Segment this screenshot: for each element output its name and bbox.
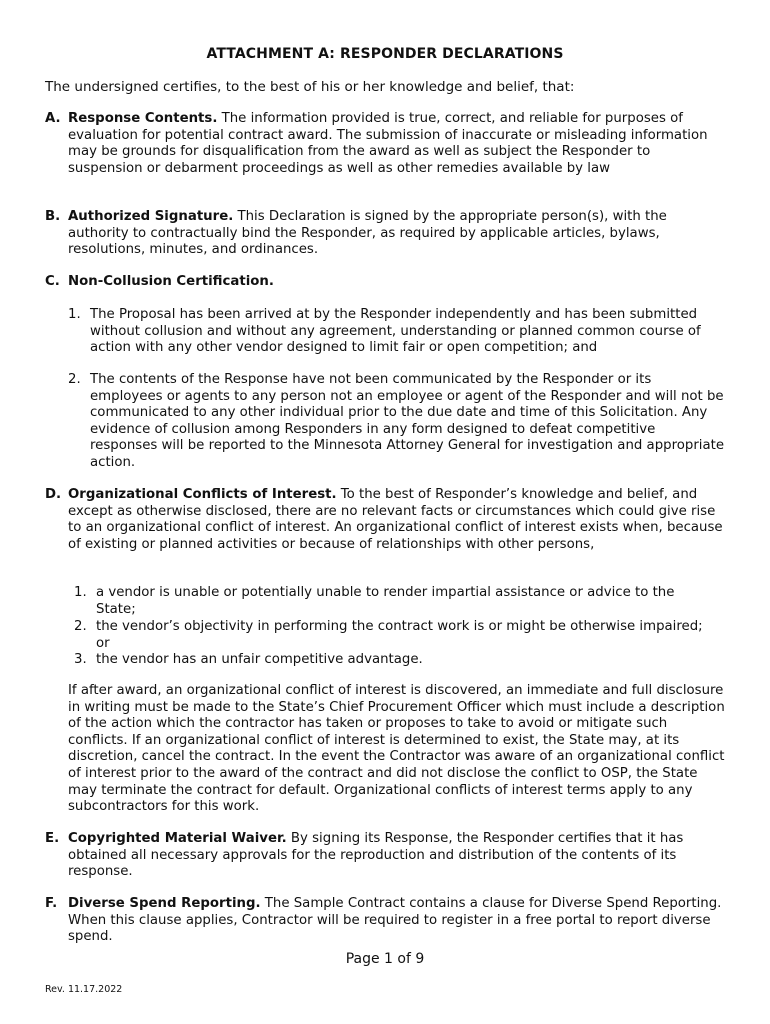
section-d-text: To the best of Responder’s knowledge and belief, and except as otherwise disclosed, there are no relevant facts or circumstances which could give rise to an organizational conflict of interest. An organizational conflict of interest exists when, because of existing or planned activities or because of relationships with other persons, [68, 487, 723, 552]
list-item [68, 307, 726, 357]
section-e [45, 831, 725, 881]
list-item-text: a vendor is unable or potentially unable to render impartial assistance or advice to the State; [96, 585, 675, 617]
section-a [45, 111, 725, 177]
section-d-heading: Organizational Conflicts of Interest. [68, 487, 337, 502]
section-b-text: This Declaration is signed by the appropriate person(s), with the authority to contractually bind the Responder, as required by applicable articles, bylaws, resolutions, minutes, and ordinances. [68, 209, 667, 258]
list-item-number: 2. [74, 619, 87, 634]
section-e-heading: Copyrighted Material Waiver. [68, 831, 287, 846]
list-item-text: the vendor’s objectivity in performing the contract work is or might be otherwise impaired; or [96, 619, 703, 651]
page-title: ATTACHMENT A: RESPONDER DECLARATIONS [206, 46, 564, 62]
list-item-number: 1. [74, 585, 87, 600]
list-item-text: The Proposal has been arrived at by the Responder independently and has been submitted without collusion and without any agreement, understanding or planned common course of action with any other vendor designed to limit fair or open competition; and [90, 307, 701, 356]
list-item [74, 619, 714, 652]
list-item [74, 652, 714, 669]
section-b [45, 209, 725, 259]
list-item-number: 1. [68, 307, 81, 322]
list-item-text: the vendor has an unfair competitive advantage. [96, 652, 423, 667]
page-number: Page 1 of 9 [345, 951, 425, 967]
section-c [45, 274, 725, 291]
revision-date: Rev. 11.17.2022 [45, 984, 123, 995]
section-b-letter: B. [45, 209, 61, 224]
list-item-number: 2. [68, 372, 81, 387]
section-f [45, 896, 725, 946]
list-item [68, 372, 726, 472]
section-a-letter: A. [45, 111, 61, 126]
section-d-followup: If after award, an organizational conflict of interest is discovered, an immediate and full disclosure in writing must be made to the State’s Chief Procurement Officer which must include a description of the action which the contractor has taken or proposes to take to avoid or mitigate such conflicts. If an organizational conflict of interest is determined to exist, the State may, at its discretion, cancel the contract. In the event the Contractor was aware of an organizational conflict of interest prior to the award of the contract and did not disclose the conflict to OSP, the State may terminate the contract for default. Organizational conflicts of interest terms apply to any subcontractors for this work. [68, 683, 725, 815]
section-f-text: The Sample Contract contains a clause for Diverse Spend Reporting. When this clause applies, Contractor will be required to register in a free portal to report diverse spend. [68, 896, 722, 945]
section-b-heading: Authorized Signature. [68, 209, 234, 224]
section-d [45, 487, 725, 553]
section-c-heading: Non-Collusion Certification. [68, 274, 274, 289]
section-a-text: The information provided is true, correct, and reliable for purposes of evaluation for potential contract award. The submission of inaccurate or misleading information may be grounds for disqualification from the award as well as subject the Responder to suspension or debarment proceedings as well as other remedies available by law [68, 111, 708, 176]
section-a-heading: Response Contents. [68, 111, 218, 126]
section-d-letter: D. [45, 487, 62, 502]
section-c-letter: C. [45, 274, 60, 289]
list-item [74, 585, 714, 618]
list-item-text: The contents of the Response have not been communicated by the Responder or its employees or agents to any person not an employee or agent of the Responder and will not be communicated to any other individual prior to the due date and time of this Solicitation. Any evidence of collusion among Responders in any form designed to defeat competitive responses will be reported to the Minnesota Attorney General for investigation and appropriate action. [90, 372, 725, 470]
list-item-number: 3. [74, 652, 87, 667]
section-e-text: By signing its Response, the Responder certifies that it has obtained all necessary approvals for the reproduction and distribution of the contents of its response. [68, 831, 684, 880]
section-e-letter: E. [45, 831, 60, 846]
section-f-heading: Diverse Spend Reporting. [68, 896, 261, 911]
section-f-letter: F. [45, 896, 58, 911]
intro-text: The undersigned certifies, to the best of his or her knowledge and belief, that: [45, 79, 575, 95]
